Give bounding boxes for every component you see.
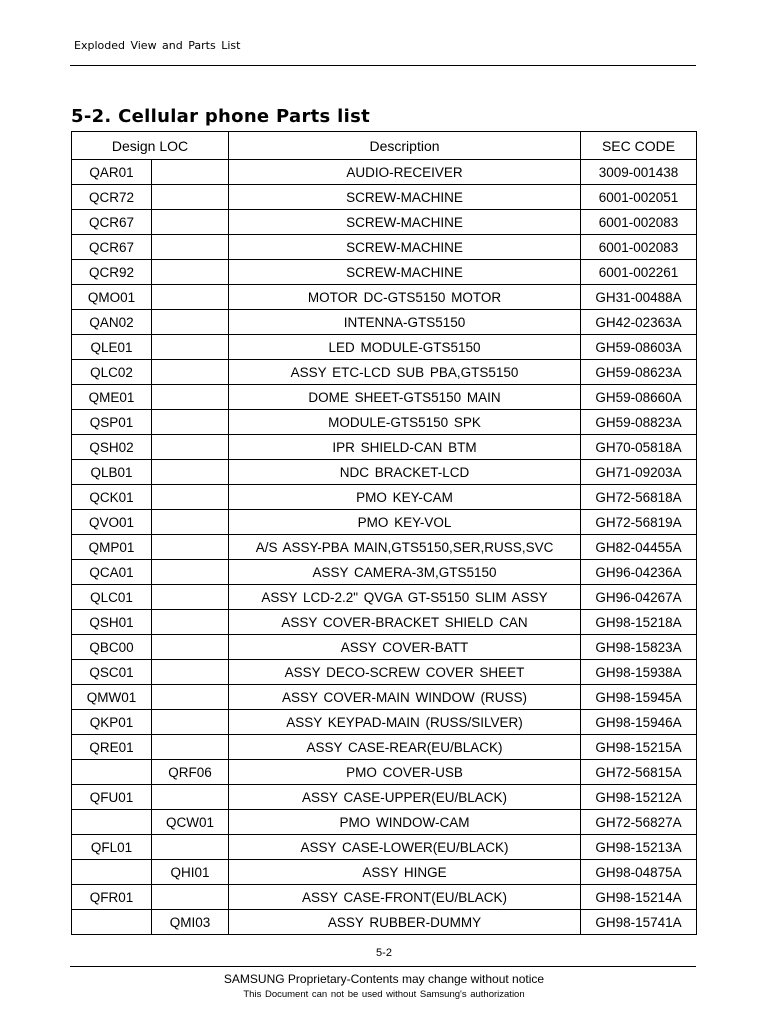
table-row bbox=[72, 535, 697, 560]
design-loc-sub-cell bbox=[152, 885, 229, 910]
design-loc-sub-cell bbox=[152, 785, 229, 810]
table-row bbox=[72, 160, 697, 185]
table-row bbox=[72, 485, 697, 510]
sec-code-cell: GH72-56818A bbox=[581, 485, 697, 510]
section-title: 5-2. Cellular phone Parts list bbox=[71, 106, 370, 127]
column-header-design-loc: Design LOC bbox=[72, 132, 229, 160]
design-loc-cell: QRE01 bbox=[72, 735, 152, 760]
design-loc-cell: QMP01 bbox=[72, 535, 152, 560]
table-row bbox=[72, 410, 697, 435]
table-row bbox=[72, 860, 697, 885]
table-row bbox=[72, 660, 697, 685]
design-loc-sub-cell bbox=[152, 235, 229, 260]
design-loc-cell bbox=[72, 860, 152, 885]
description-cell: PMO WINDOW-CAM bbox=[229, 810, 581, 835]
sec-code-cell: GH96-04267A bbox=[581, 585, 697, 610]
description-cell: ASSY CASE-REAR(EU/BLACK) bbox=[229, 735, 581, 760]
design-loc-cell bbox=[72, 760, 152, 785]
design-loc-cell: QCA01 bbox=[72, 560, 152, 585]
description-cell: ASSY COVER-BATT bbox=[229, 635, 581, 660]
sec-code-cell: GH98-04875A bbox=[581, 860, 697, 885]
design-loc-sub-cell bbox=[152, 585, 229, 610]
table-row bbox=[72, 910, 697, 935]
design-loc-sub-cell bbox=[152, 735, 229, 760]
design-loc-sub-cell: QCW01 bbox=[152, 810, 229, 835]
description-cell: PMO COVER-USB bbox=[229, 760, 581, 785]
description-cell: ASSY CASE-FRONT(EU/BLACK) bbox=[229, 885, 581, 910]
design-loc-cell: QFR01 bbox=[72, 885, 152, 910]
design-loc-cell: QCR72 bbox=[72, 185, 152, 210]
sec-code-cell: 6001-002051 bbox=[581, 185, 697, 210]
header-divider bbox=[70, 65, 696, 66]
sec-code-cell: GH98-15823A bbox=[581, 635, 697, 660]
table-row bbox=[72, 360, 697, 385]
design-loc-cell: QLE01 bbox=[72, 335, 152, 360]
description-cell: ASSY COVER-BRACKET SHIELD CAN bbox=[229, 610, 581, 635]
description-cell: ASSY COVER-MAIN WINDOW (RUSS) bbox=[229, 685, 581, 710]
sec-code-cell: GH98-15938A bbox=[581, 660, 697, 685]
table-row bbox=[72, 210, 697, 235]
description-cell: SCREW-MACHINE bbox=[229, 235, 581, 260]
design-loc-cell bbox=[72, 910, 152, 935]
design-loc-cell: QLC02 bbox=[72, 360, 152, 385]
design-loc-cell: QSP01 bbox=[72, 410, 152, 435]
sec-code-cell: 6001-002083 bbox=[581, 210, 697, 235]
design-loc-cell: QCR67 bbox=[72, 210, 152, 235]
footer-divider bbox=[70, 966, 696, 967]
design-loc-sub-cell: QMI03 bbox=[152, 910, 229, 935]
description-cell: ASSY KEYPAD-MAIN (RUSS/SILVER) bbox=[229, 710, 581, 735]
table-row bbox=[72, 760, 697, 785]
description-cell: ASSY RUBBER-DUMMY bbox=[229, 910, 581, 935]
table-row bbox=[72, 335, 697, 360]
sec-code-cell: GH59-08660A bbox=[581, 385, 697, 410]
description-cell: SCREW-MACHINE bbox=[229, 260, 581, 285]
table-row bbox=[72, 785, 697, 810]
design-loc-cell: QMW01 bbox=[72, 685, 152, 710]
description-cell: ASSY DECO-SCREW COVER SHEET bbox=[229, 660, 581, 685]
design-loc-cell: QAR01 bbox=[72, 160, 152, 185]
sec-code-cell: GH98-15215A bbox=[581, 735, 697, 760]
description-cell: PMO KEY-VOL bbox=[229, 510, 581, 535]
design-loc-cell bbox=[72, 810, 152, 835]
design-loc-sub-cell bbox=[152, 410, 229, 435]
sec-code-cell: GH59-08603A bbox=[581, 335, 697, 360]
parts-table bbox=[71, 131, 697, 935]
table-row bbox=[72, 260, 697, 285]
table-row bbox=[72, 635, 697, 660]
design-loc-cell: QCR92 bbox=[72, 260, 152, 285]
description-cell: ASSY CAMERA-3M,GTS5150 bbox=[229, 560, 581, 585]
table-row bbox=[72, 560, 697, 585]
sec-code-cell: GH72-56815A bbox=[581, 760, 697, 785]
description-cell: INTENNA-GTS5150 bbox=[229, 310, 581, 335]
design-loc-sub-cell bbox=[152, 160, 229, 185]
design-loc-cell: QFL01 bbox=[72, 835, 152, 860]
table-row bbox=[72, 610, 697, 635]
design-loc-sub-cell bbox=[152, 610, 229, 635]
sec-code-cell: 6001-002261 bbox=[581, 260, 697, 285]
description-cell: ASSY CASE-UPPER(EU/BLACK) bbox=[229, 785, 581, 810]
table-row bbox=[72, 310, 697, 335]
description-cell: MODULE-GTS5150 SPK bbox=[229, 410, 581, 435]
design-loc-sub-cell: QRF06 bbox=[152, 760, 229, 785]
table-row bbox=[72, 885, 697, 910]
parts-table-body bbox=[72, 160, 697, 935]
design-loc-cell: QME01 bbox=[72, 385, 152, 410]
description-cell: ASSY ETC-LCD SUB PBA,GTS5150 bbox=[229, 360, 581, 385]
design-loc-sub-cell bbox=[152, 535, 229, 560]
table-row bbox=[72, 685, 697, 710]
sec-code-cell: GH98-15741A bbox=[581, 910, 697, 935]
description-cell: ASSY LCD-2.2" QVGA GT-S5150 SLIM ASSY bbox=[229, 585, 581, 610]
design-loc-sub-cell bbox=[152, 435, 229, 460]
design-loc-cell: QSH02 bbox=[72, 435, 152, 460]
sec-code-cell: GH98-15213A bbox=[581, 835, 697, 860]
design-loc-sub-cell bbox=[152, 260, 229, 285]
description-cell: DOME SHEET-GTS5150 MAIN bbox=[229, 385, 581, 410]
description-cell: IPR SHIELD-CAN BTM bbox=[229, 435, 581, 460]
design-loc-cell: QAN02 bbox=[72, 310, 152, 335]
design-loc-cell: QFU01 bbox=[72, 785, 152, 810]
design-loc-sub-cell bbox=[152, 285, 229, 310]
page-number: 5-2 bbox=[376, 947, 392, 959]
sec-code-cell: GH98-15214A bbox=[581, 885, 697, 910]
description-cell: ASSY HINGE bbox=[229, 860, 581, 885]
sec-code-cell: GH72-56827A bbox=[581, 810, 697, 835]
description-cell: ASSY CASE-LOWER(EU/BLACK) bbox=[229, 835, 581, 860]
design-loc-sub-cell bbox=[152, 360, 229, 385]
design-loc-cell: QMO01 bbox=[72, 285, 152, 310]
design-loc-cell: QBC00 bbox=[72, 635, 152, 660]
sec-code-cell: GH82-04455A bbox=[581, 535, 697, 560]
design-loc-cell: QLC01 bbox=[72, 585, 152, 610]
description-cell: SCREW-MACHINE bbox=[229, 210, 581, 235]
description-cell: SCREW-MACHINE bbox=[229, 185, 581, 210]
design-loc-sub-cell bbox=[152, 335, 229, 360]
sec-code-cell: GH70-05818A bbox=[581, 435, 697, 460]
column-header-description: Description bbox=[229, 132, 581, 160]
footer-notice: SAMSUNG Proprietary-Contents may change without notice bbox=[223, 972, 545, 986]
sec-code-cell: GH71-09203A bbox=[581, 460, 697, 485]
sec-code-cell: GH31-00488A bbox=[581, 285, 697, 310]
sec-code-cell: GH98-15218A bbox=[581, 610, 697, 635]
design-loc-cell: QKP01 bbox=[72, 710, 152, 735]
design-loc-sub-cell bbox=[152, 460, 229, 485]
sec-code-cell: GH96-04236A bbox=[581, 560, 697, 585]
table-row bbox=[72, 810, 697, 835]
table-row bbox=[72, 385, 697, 410]
description-cell: AUDIO-RECEIVER bbox=[229, 160, 581, 185]
design-loc-sub-cell: QHI01 bbox=[152, 860, 229, 885]
design-loc-sub-cell bbox=[152, 685, 229, 710]
page-header: Exploded View and Parts List bbox=[74, 39, 241, 52]
sec-code-cell: GH42-02363A bbox=[581, 310, 697, 335]
table-row bbox=[72, 710, 697, 735]
sec-code-cell: GH59-08823A bbox=[581, 410, 697, 435]
description-cell: NDC BRACKET-LCD bbox=[229, 460, 581, 485]
table-row bbox=[72, 235, 697, 260]
table-row bbox=[72, 285, 697, 310]
design-loc-cell: QCR67 bbox=[72, 235, 152, 260]
table-row bbox=[72, 435, 697, 460]
sec-code-cell: GH98-15945A bbox=[581, 685, 697, 710]
column-header-sec-code: SEC CODE bbox=[581, 132, 697, 160]
sec-code-cell: GH59-08623A bbox=[581, 360, 697, 385]
description-cell: LED MODULE-GTS5150 bbox=[229, 335, 581, 360]
design-loc-sub-cell bbox=[152, 310, 229, 335]
design-loc-cell: QSC01 bbox=[72, 660, 152, 685]
design-loc-cell: QSH01 bbox=[72, 610, 152, 635]
design-loc-sub-cell bbox=[152, 635, 229, 660]
design-loc-sub-cell bbox=[152, 185, 229, 210]
table-header-row bbox=[72, 132, 697, 160]
sec-code-cell: GH72-56819A bbox=[581, 510, 697, 535]
table-row bbox=[72, 835, 697, 860]
design-loc-cell: QLB01 bbox=[72, 460, 152, 485]
footer-authorization: This Document can not be used without Samsung's authorization bbox=[243, 989, 525, 1000]
design-loc-sub-cell bbox=[152, 210, 229, 235]
design-loc-sub-cell bbox=[152, 660, 229, 685]
table-row bbox=[72, 510, 697, 535]
sec-code-cell: 6001-002083 bbox=[581, 235, 697, 260]
design-loc-cell: QVO01 bbox=[72, 510, 152, 535]
design-loc-sub-cell bbox=[152, 385, 229, 410]
description-cell: A/S ASSY-PBA MAIN,GTS5150,SER,RUSS,SVC bbox=[229, 535, 581, 560]
sec-code-cell: GH98-15212A bbox=[581, 785, 697, 810]
design-loc-sub-cell bbox=[152, 485, 229, 510]
design-loc-sub-cell bbox=[152, 560, 229, 585]
table-row bbox=[72, 585, 697, 610]
design-loc-sub-cell bbox=[152, 510, 229, 535]
design-loc-cell: QCK01 bbox=[72, 485, 152, 510]
design-loc-sub-cell bbox=[152, 710, 229, 735]
description-cell: MOTOR DC-GTS5150 MOTOR bbox=[229, 285, 581, 310]
sec-code-cell: GH98-15946A bbox=[581, 710, 697, 735]
table-row bbox=[72, 185, 697, 210]
table-row bbox=[72, 735, 697, 760]
sec-code-cell: 3009-001438 bbox=[581, 160, 697, 185]
table-row bbox=[72, 460, 697, 485]
design-loc-sub-cell bbox=[152, 835, 229, 860]
description-cell: PMO KEY-CAM bbox=[229, 485, 581, 510]
